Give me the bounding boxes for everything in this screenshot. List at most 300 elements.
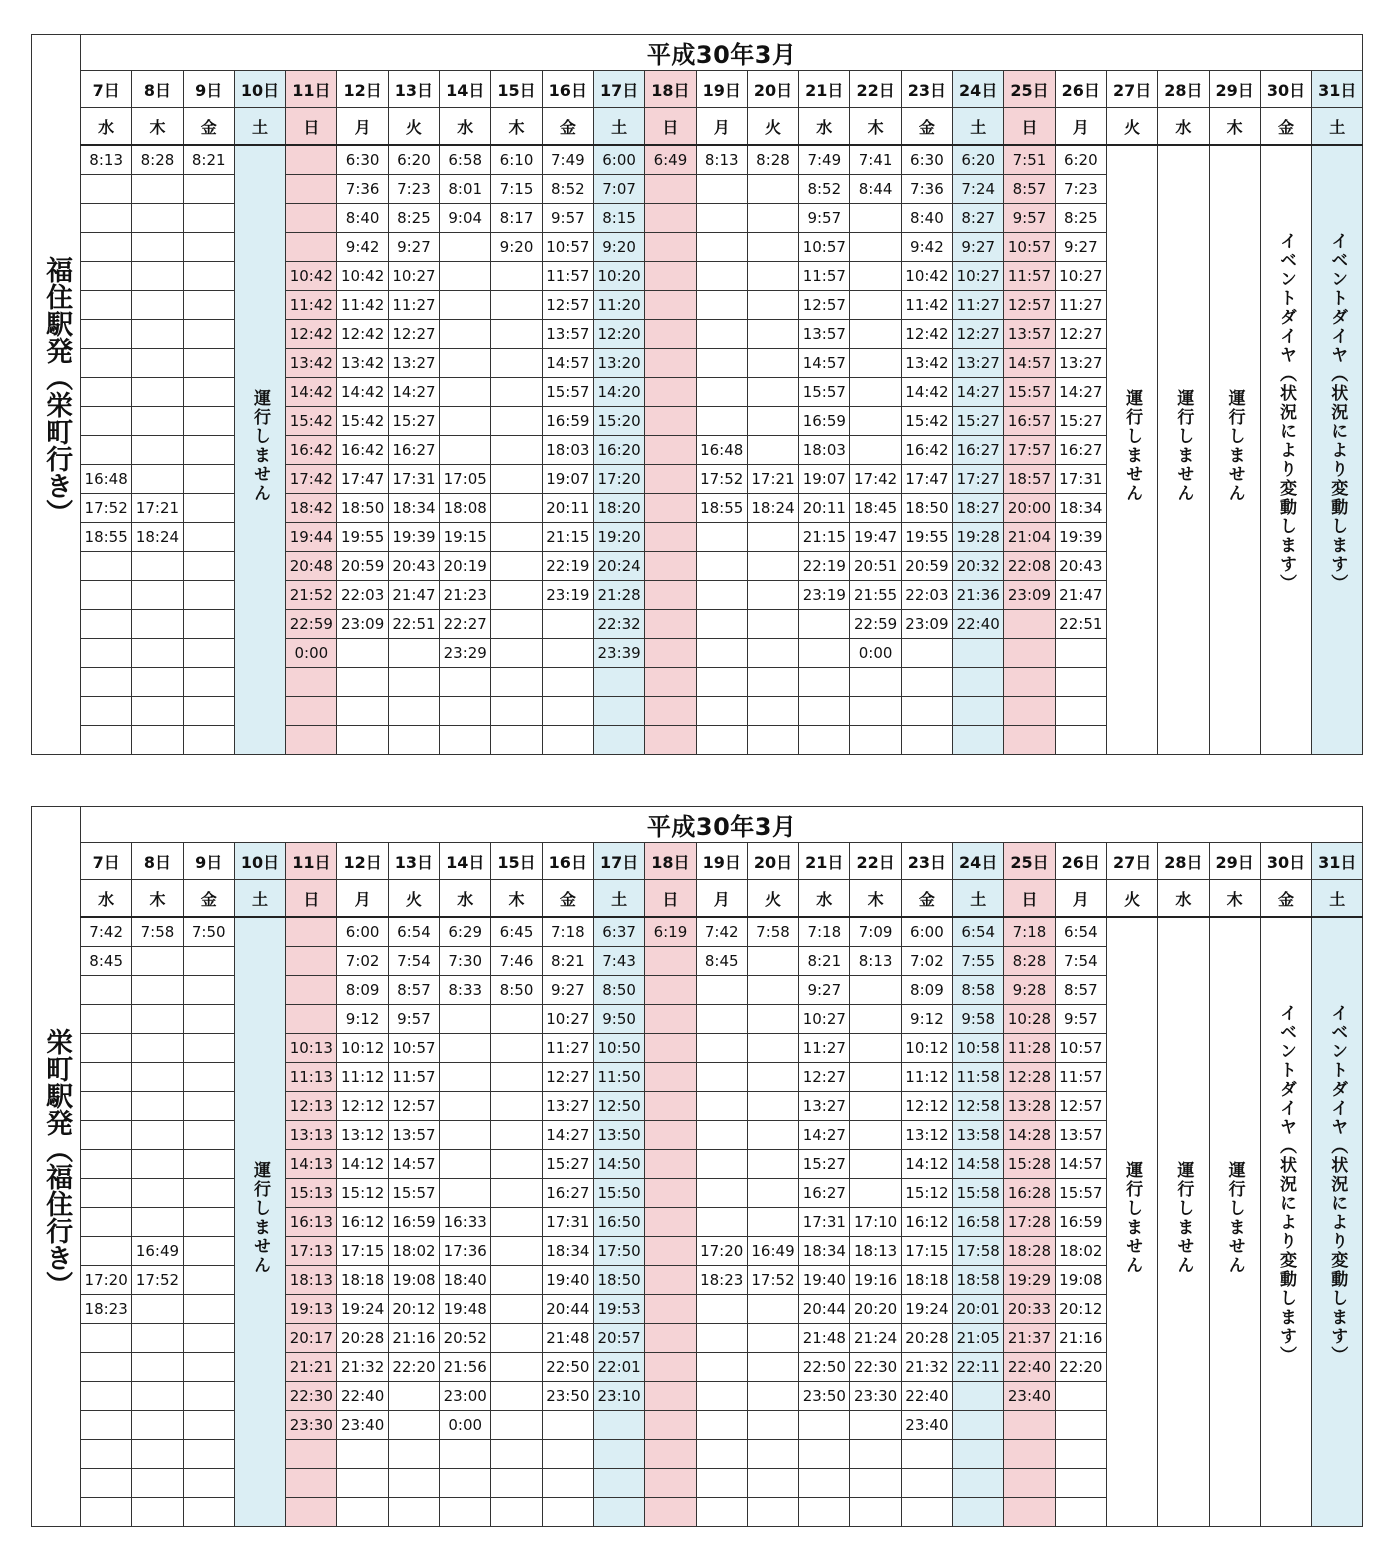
departure-time bbox=[645, 976, 696, 1005]
departure-time bbox=[850, 291, 901, 320]
departure-time bbox=[183, 1121, 234, 1150]
event-schedule-text: イベントダイヤ（状況により変動します） bbox=[1327, 232, 1348, 593]
departure-time: 10:58 bbox=[953, 1034, 1004, 1063]
departure-time bbox=[850, 1498, 901, 1527]
departure-time: 7:30 bbox=[440, 947, 491, 976]
departure-time bbox=[491, 1411, 542, 1440]
departure-time bbox=[542, 1411, 593, 1440]
departure-time bbox=[645, 610, 696, 639]
departure-time bbox=[388, 697, 439, 726]
departure-time: 13:57 bbox=[542, 320, 593, 349]
departure-time bbox=[183, 610, 234, 639]
no-service-notice bbox=[1106, 145, 1157, 755]
departure-time bbox=[850, 668, 901, 697]
departure-time: 23:50 bbox=[799, 1382, 850, 1411]
departure-time bbox=[901, 697, 952, 726]
departure-time: 16:59 bbox=[388, 1208, 439, 1237]
departure-time: 7:49 bbox=[542, 145, 593, 175]
departure-time bbox=[696, 1295, 747, 1324]
departure-time bbox=[132, 1469, 183, 1498]
departure-time: 16:42 bbox=[286, 436, 337, 465]
departure-time: 15:27 bbox=[388, 407, 439, 436]
no-service-text: 運行しません bbox=[250, 1160, 271, 1275]
departure-time bbox=[799, 726, 850, 755]
departure-time: 16:28 bbox=[1004, 1179, 1055, 1208]
departure-time: 17:13 bbox=[286, 1237, 337, 1266]
departure-time: 14:12 bbox=[337, 1150, 388, 1179]
departure-time bbox=[953, 639, 1004, 668]
departure-time bbox=[747, 378, 798, 407]
departure-time: 6:37 bbox=[593, 917, 644, 947]
departure-time bbox=[132, 1063, 183, 1092]
departure-time bbox=[81, 668, 132, 697]
departure-time: 19:40 bbox=[542, 1266, 593, 1295]
departure-time bbox=[799, 1469, 850, 1498]
departure-time bbox=[183, 697, 234, 726]
departure-time bbox=[286, 947, 337, 976]
departure-time bbox=[645, 1324, 696, 1353]
departure-time: 10:12 bbox=[901, 1034, 952, 1063]
departure-time: 18:34 bbox=[1055, 494, 1106, 523]
departure-time: 19:44 bbox=[286, 523, 337, 552]
departure-time: 22:40 bbox=[901, 1382, 952, 1411]
departure-time bbox=[901, 1469, 952, 1498]
departure-time: 16:50 bbox=[593, 1208, 644, 1237]
departure-time: 20:12 bbox=[388, 1295, 439, 1324]
departure-time bbox=[183, 668, 234, 697]
departure-time: 21:15 bbox=[799, 523, 850, 552]
departure-time bbox=[799, 1440, 850, 1469]
departure-time bbox=[440, 1121, 491, 1150]
departure-time bbox=[81, 1411, 132, 1440]
departure-time bbox=[183, 1382, 234, 1411]
departure-time bbox=[850, 320, 901, 349]
departure-time bbox=[286, 1498, 337, 1527]
departure-time: 11:42 bbox=[901, 291, 952, 320]
departure-time bbox=[183, 494, 234, 523]
departure-time: 17:52 bbox=[132, 1266, 183, 1295]
departure-time: 12:57 bbox=[388, 1092, 439, 1121]
departure-time: 10:27 bbox=[388, 262, 439, 291]
departure-time bbox=[337, 697, 388, 726]
departure-time: 23:40 bbox=[337, 1411, 388, 1440]
weekday-header: 土 bbox=[593, 880, 644, 918]
departure-time: 16:59 bbox=[799, 407, 850, 436]
departure-time bbox=[132, 233, 183, 262]
weekday-header: 木 bbox=[132, 880, 183, 918]
departure-time bbox=[183, 1469, 234, 1498]
weekday-header: 土 bbox=[593, 108, 644, 146]
departure-time: 16:42 bbox=[337, 436, 388, 465]
departure-time: 16:27 bbox=[799, 1179, 850, 1208]
departure-time bbox=[747, 1295, 798, 1324]
event-schedule-text: イベントダイヤ（状況により変動します） bbox=[1275, 1004, 1296, 1365]
departure-time: 21:28 bbox=[593, 581, 644, 610]
departure-time bbox=[183, 349, 234, 378]
no-service-notice bbox=[1158, 917, 1209, 1527]
departure-time bbox=[183, 1411, 234, 1440]
departure-time: 20:43 bbox=[1055, 552, 1106, 581]
departure-time bbox=[81, 976, 132, 1005]
departure-time bbox=[388, 1382, 439, 1411]
departure-time: 8:33 bbox=[440, 976, 491, 1005]
departure-time: 17:31 bbox=[388, 465, 439, 494]
date-header: 18日 bbox=[645, 843, 696, 880]
station-label bbox=[32, 35, 81, 755]
departure-time: 22:19 bbox=[542, 552, 593, 581]
departure-time: 10:57 bbox=[1004, 233, 1055, 262]
departure-time bbox=[696, 581, 747, 610]
table-title: 平成30年3月 bbox=[81, 807, 1363, 843]
departure-time bbox=[696, 668, 747, 697]
departure-time: 17:31 bbox=[542, 1208, 593, 1237]
date-header: 7日 bbox=[81, 71, 132, 108]
departure-time: 13:57 bbox=[799, 320, 850, 349]
departure-time: 19:24 bbox=[337, 1295, 388, 1324]
departure-time bbox=[286, 917, 337, 947]
departure-time: 11:42 bbox=[337, 291, 388, 320]
no-service-text: 運行しません bbox=[1173, 388, 1194, 503]
departure-time: 18:28 bbox=[1004, 1237, 1055, 1266]
departure-time bbox=[132, 639, 183, 668]
departure-time: 23:39 bbox=[593, 639, 644, 668]
departure-time: 10:42 bbox=[901, 262, 952, 291]
departure-time bbox=[81, 407, 132, 436]
departure-time bbox=[645, 726, 696, 755]
departure-time: 23:40 bbox=[1004, 1382, 1055, 1411]
date-header: 13日 bbox=[388, 71, 439, 108]
departure-time: 9:20 bbox=[593, 233, 644, 262]
departure-time: 9:57 bbox=[799, 204, 850, 233]
departure-time bbox=[183, 291, 234, 320]
departure-time: 13:42 bbox=[337, 349, 388, 378]
departure-time bbox=[696, 1440, 747, 1469]
departure-time: 6:45 bbox=[491, 917, 542, 947]
departure-time: 6:58 bbox=[440, 145, 491, 175]
departure-time: 14:27 bbox=[799, 1121, 850, 1150]
weekday-header: 土 bbox=[1312, 108, 1363, 146]
departure-time: 19:29 bbox=[1004, 1266, 1055, 1295]
departure-time: 12:13 bbox=[286, 1092, 337, 1121]
departure-time: 18:55 bbox=[81, 523, 132, 552]
departure-time: 7:36 bbox=[337, 175, 388, 204]
table-title: 平成30年3月 bbox=[81, 35, 1363, 71]
date-header: 15日 bbox=[491, 843, 542, 880]
departure-time: 18:23 bbox=[696, 1266, 747, 1295]
departure-time: 23:30 bbox=[286, 1411, 337, 1440]
departure-time: 14:12 bbox=[901, 1150, 952, 1179]
departure-time bbox=[491, 1266, 542, 1295]
departure-time: 16:58 bbox=[953, 1208, 1004, 1237]
departure-time bbox=[953, 1411, 1004, 1440]
departure-time bbox=[1055, 1469, 1106, 1498]
departure-time bbox=[132, 407, 183, 436]
weekday-header: 火 bbox=[388, 108, 439, 146]
departure-time bbox=[81, 639, 132, 668]
departure-time bbox=[747, 1005, 798, 1034]
weekday-header: 金 bbox=[542, 108, 593, 146]
departure-time: 13:57 bbox=[1004, 320, 1055, 349]
departure-time bbox=[1004, 1411, 1055, 1440]
date-header: 20日 bbox=[747, 71, 798, 108]
departure-time bbox=[645, 1005, 696, 1034]
departure-time: 0:00 bbox=[286, 639, 337, 668]
departure-time: 8:57 bbox=[1004, 175, 1055, 204]
departure-time bbox=[799, 1498, 850, 1527]
departure-time: 17:42 bbox=[850, 465, 901, 494]
departure-time: 10:13 bbox=[286, 1034, 337, 1063]
departure-time bbox=[696, 1498, 747, 1527]
departure-time bbox=[491, 1382, 542, 1411]
departure-time bbox=[81, 1498, 132, 1527]
departure-time: 8:28 bbox=[132, 145, 183, 175]
departure-time bbox=[696, 552, 747, 581]
date-header: 8日 bbox=[132, 71, 183, 108]
departure-time: 22:08 bbox=[1004, 552, 1055, 581]
date-header: 14日 bbox=[440, 843, 491, 880]
departure-time bbox=[337, 1469, 388, 1498]
departure-time: 6:30 bbox=[901, 145, 952, 175]
departure-time bbox=[747, 1092, 798, 1121]
departure-time bbox=[747, 1208, 798, 1237]
departure-time: 22:03 bbox=[901, 581, 952, 610]
departure-time bbox=[132, 1353, 183, 1382]
departure-time bbox=[645, 378, 696, 407]
departure-time: 9:57 bbox=[388, 1005, 439, 1034]
departure-time: 7:09 bbox=[850, 917, 901, 947]
departure-time bbox=[81, 610, 132, 639]
departure-time: 8:45 bbox=[81, 947, 132, 976]
departure-time bbox=[696, 262, 747, 291]
departure-time bbox=[645, 262, 696, 291]
departure-time bbox=[645, 291, 696, 320]
date-header: 10日 bbox=[234, 71, 285, 108]
departure-time bbox=[645, 1150, 696, 1179]
departure-time: 19:47 bbox=[850, 523, 901, 552]
departure-time bbox=[440, 1063, 491, 1092]
departure-time: 8:40 bbox=[901, 204, 952, 233]
departure-time: 22:27 bbox=[440, 610, 491, 639]
departure-time: 20:11 bbox=[799, 494, 850, 523]
weekday-header: 土 bbox=[1312, 880, 1363, 918]
departure-time: 20:32 bbox=[953, 552, 1004, 581]
departure-time: 8:13 bbox=[81, 145, 132, 175]
departure-time: 12:42 bbox=[901, 320, 952, 349]
departure-time: 17:21 bbox=[747, 465, 798, 494]
departure-time: 12:12 bbox=[337, 1092, 388, 1121]
weekday-header: 金 bbox=[901, 880, 952, 918]
departure-time: 22:40 bbox=[337, 1382, 388, 1411]
departure-time bbox=[132, 668, 183, 697]
departure-time bbox=[696, 1150, 747, 1179]
departure-time: 20:52 bbox=[440, 1324, 491, 1353]
departure-time bbox=[1055, 1440, 1106, 1469]
departure-time: 21:32 bbox=[337, 1353, 388, 1382]
departure-time bbox=[491, 436, 542, 465]
departure-time: 18:24 bbox=[747, 494, 798, 523]
departure-time: 22:11 bbox=[953, 1353, 1004, 1382]
departure-time: 23:19 bbox=[542, 581, 593, 610]
date-header: 14日 bbox=[440, 71, 491, 108]
departure-time: 17:42 bbox=[286, 465, 337, 494]
departure-time bbox=[81, 262, 132, 291]
departure-time bbox=[132, 947, 183, 976]
departure-time: 7:49 bbox=[799, 145, 850, 175]
departure-time bbox=[645, 1353, 696, 1382]
departure-time bbox=[183, 1005, 234, 1034]
date-header: 21日 bbox=[799, 843, 850, 880]
date-header: 18日 bbox=[645, 71, 696, 108]
departure-time: 22:51 bbox=[388, 610, 439, 639]
departure-time bbox=[747, 1150, 798, 1179]
departure-time: 13:12 bbox=[337, 1121, 388, 1150]
departure-time: 9:12 bbox=[337, 1005, 388, 1034]
departure-time: 21:56 bbox=[440, 1353, 491, 1382]
departure-time: 12:57 bbox=[1055, 1092, 1106, 1121]
departure-time bbox=[183, 465, 234, 494]
departure-time bbox=[286, 1005, 337, 1034]
departure-time: 20:51 bbox=[850, 552, 901, 581]
departure-time: 16:49 bbox=[132, 1237, 183, 1266]
departure-time: 8:27 bbox=[953, 204, 1004, 233]
departure-time bbox=[747, 610, 798, 639]
departure-time: 14:57 bbox=[1004, 349, 1055, 378]
date-header: 9日 bbox=[183, 843, 234, 880]
date-header: 24日 bbox=[953, 843, 1004, 880]
departure-time: 15:12 bbox=[901, 1179, 952, 1208]
departure-time bbox=[645, 1063, 696, 1092]
departure-time bbox=[850, 976, 901, 1005]
departure-time bbox=[696, 1382, 747, 1411]
weekday-header: 木 bbox=[850, 108, 901, 146]
departure-time bbox=[81, 436, 132, 465]
departure-time: 12:12 bbox=[901, 1092, 952, 1121]
date-header: 30日 bbox=[1260, 71, 1311, 108]
departure-time bbox=[286, 976, 337, 1005]
departure-time: 19:08 bbox=[388, 1266, 439, 1295]
departure-time bbox=[286, 697, 337, 726]
departure-time: 13:42 bbox=[901, 349, 952, 378]
departure-time: 0:00 bbox=[440, 1411, 491, 1440]
event-schedule-text: イベントダイヤ（状況により変動します） bbox=[1275, 232, 1296, 593]
departure-time bbox=[132, 204, 183, 233]
departure-time bbox=[132, 1179, 183, 1208]
departure-time bbox=[183, 233, 234, 262]
departure-time: 7:15 bbox=[491, 175, 542, 204]
departure-time: 23:09 bbox=[1004, 581, 1055, 610]
departure-time bbox=[645, 1382, 696, 1411]
date-header: 23日 bbox=[901, 71, 952, 108]
departure-time: 22:59 bbox=[286, 610, 337, 639]
departure-time: 7:50 bbox=[183, 917, 234, 947]
departure-time bbox=[696, 175, 747, 204]
departure-time: 23:00 bbox=[440, 1382, 491, 1411]
station-label-text: 福住駅発（栄町行き） bbox=[41, 255, 73, 526]
departure-time bbox=[491, 1063, 542, 1092]
departure-time: 8:09 bbox=[337, 976, 388, 1005]
departure-time bbox=[183, 1208, 234, 1237]
departure-time: 23:50 bbox=[542, 1382, 593, 1411]
weekday-header: 日 bbox=[1004, 108, 1055, 146]
departure-time: 14:57 bbox=[388, 1150, 439, 1179]
departure-time bbox=[388, 639, 439, 668]
date-header: 28日 bbox=[1158, 843, 1209, 880]
departure-time: 9:20 bbox=[491, 233, 542, 262]
departure-time: 19:55 bbox=[337, 523, 388, 552]
departure-time bbox=[132, 349, 183, 378]
departure-time bbox=[645, 407, 696, 436]
departure-time: 7:51 bbox=[1004, 145, 1055, 175]
date-header: 13日 bbox=[388, 843, 439, 880]
departure-time: 17:47 bbox=[901, 465, 952, 494]
departure-time bbox=[593, 1498, 644, 1527]
departure-time bbox=[337, 1440, 388, 1469]
departure-time: 6:29 bbox=[440, 917, 491, 947]
departure-time: 17:47 bbox=[337, 465, 388, 494]
departure-time bbox=[593, 726, 644, 755]
departure-time: 17:20 bbox=[696, 1237, 747, 1266]
departure-time bbox=[491, 407, 542, 436]
departure-time: 18:08 bbox=[440, 494, 491, 523]
departure-time: 7:46 bbox=[491, 947, 542, 976]
departure-time: 8:13 bbox=[696, 145, 747, 175]
weekday-header: 日 bbox=[645, 880, 696, 918]
departure-time: 6:20 bbox=[388, 145, 439, 175]
departure-time bbox=[645, 1208, 696, 1237]
departure-time: 22:01 bbox=[593, 1353, 644, 1382]
departure-time bbox=[81, 552, 132, 581]
departure-time bbox=[183, 1237, 234, 1266]
departure-time bbox=[645, 1266, 696, 1295]
date-header: 31日 bbox=[1312, 843, 1363, 880]
departure-time: 18:34 bbox=[799, 1237, 850, 1266]
departure-time bbox=[645, 233, 696, 262]
departure-time bbox=[1055, 1411, 1106, 1440]
departure-time bbox=[132, 552, 183, 581]
departure-time: 18:50 bbox=[337, 494, 388, 523]
departure-time: 9:57 bbox=[1055, 1005, 1106, 1034]
departure-time: 9:42 bbox=[337, 233, 388, 262]
departure-time bbox=[542, 1498, 593, 1527]
departure-time bbox=[81, 1382, 132, 1411]
departure-time: 8:28 bbox=[1004, 947, 1055, 976]
no-service-notice bbox=[1209, 917, 1260, 1527]
weekday-header: 木 bbox=[1209, 880, 1260, 918]
departure-time: 17:20 bbox=[81, 1266, 132, 1295]
departure-time bbox=[747, 1034, 798, 1063]
departure-time: 16:12 bbox=[337, 1208, 388, 1237]
departure-time bbox=[183, 1295, 234, 1324]
departure-time: 8:57 bbox=[1055, 976, 1106, 1005]
departure-time: 20:44 bbox=[799, 1295, 850, 1324]
weekday-header: 水 bbox=[440, 108, 491, 146]
departure-time bbox=[747, 407, 798, 436]
departure-time bbox=[440, 726, 491, 755]
departure-time: 19:40 bbox=[799, 1266, 850, 1295]
departure-time bbox=[799, 610, 850, 639]
station-label bbox=[32, 807, 81, 1527]
departure-time bbox=[183, 947, 234, 976]
departure-time: 10:57 bbox=[542, 233, 593, 262]
departure-time bbox=[901, 1498, 952, 1527]
weekday-header: 金 bbox=[183, 108, 234, 146]
departure-time: 20:19 bbox=[440, 552, 491, 581]
departure-time bbox=[132, 1411, 183, 1440]
departure-time: 21:24 bbox=[850, 1324, 901, 1353]
departure-time bbox=[491, 639, 542, 668]
departure-time: 16:20 bbox=[593, 436, 644, 465]
departure-time bbox=[491, 1092, 542, 1121]
